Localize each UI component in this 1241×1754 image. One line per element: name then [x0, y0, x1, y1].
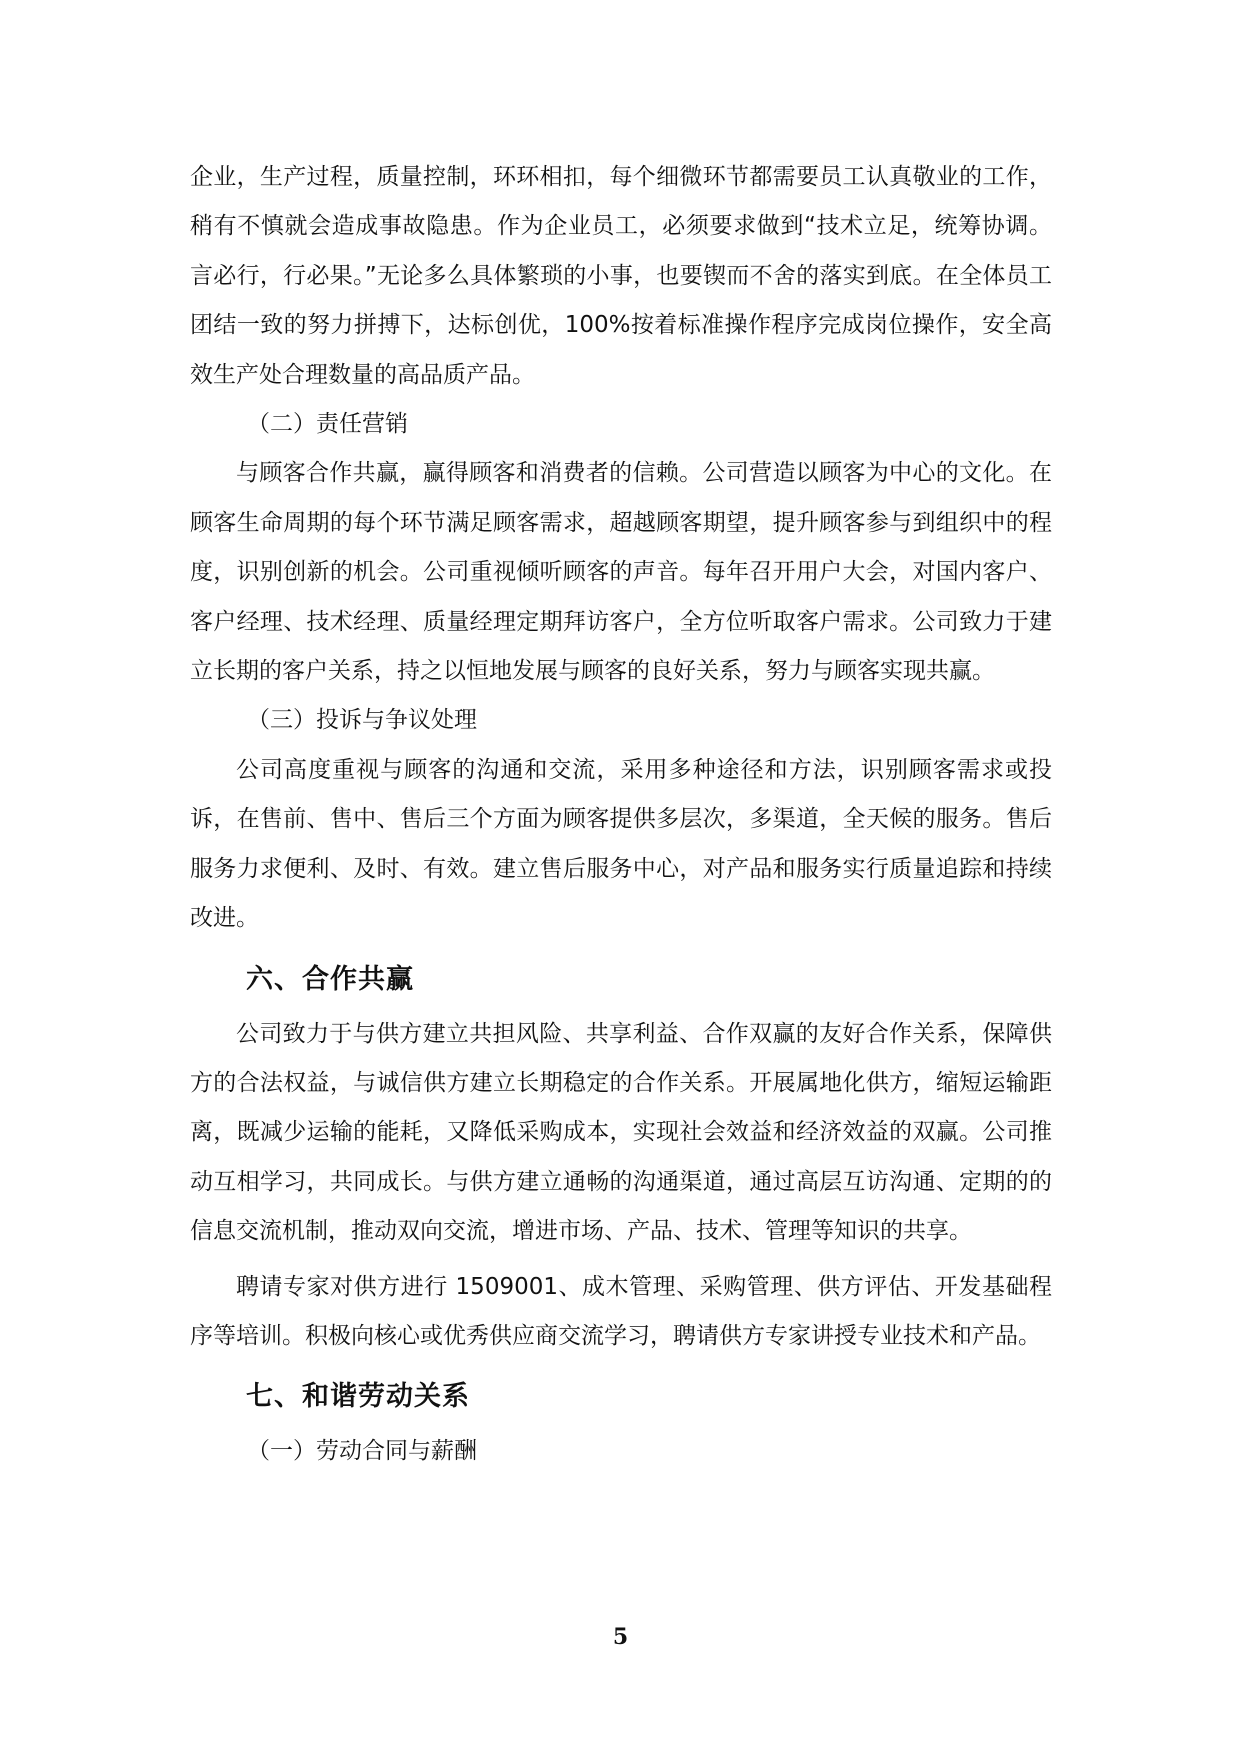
paragraph-supplier-partnership: 公司致力于与供方建立共担风险、共享利益、合作双赢的友好合作关系，保障供方的合法权益，与诚信供方建立长期稳定的合作关系。开展属地化供方，缩短运输距离，既减少运输的能耗，又降低采购成本，实现社会效益和经济效益的双赢。公司推动互相学习，共同成长。与供方建立通畅的沟通渠道，通过高层互访沟通、定期的的信息交流机制，推动双向交流，增进市场、产品、技术、管理等知识的共享。	[190, 1020, 1052, 1245]
paragraph-production-quality: 企业，生产过程，质量控制，环环相扣，每个细微环节都需要员工认真敬业的工作，稍有不慎就会造成事故隐患。作为企业员工，必须要求做到“技术立足，统筹协调。言必行，行必果。”无论多么具体繁琐的小事，也要锲而不舍的落实到底。在全体员工团结一致的努力拼搏下，达标创优，100%按着标准操作程序完成岗位操作，安全高效生产处合理数量的高品质产品。	[190, 164, 1052, 388]
paragraph-supplier-training: 聘请专家对供方进行 1509001、成木管理、采购管理、供方评估、开发基础程序等培训。积极向核心或优秀供应商交流学习，聘请供方专家讲授专业技术和产品。	[190, 1273, 1052, 1349]
subheading-labor-contract: （一）劳动合同与薪酬	[247, 1438, 477, 1465]
section-heading-cooperation: 六、合作共赢	[246, 963, 414, 995]
paragraph-customer-communication: 公司高度重视与顾客的沟通和交流，采用多种途径和方法，识别顾客需求或投诉，在售前、售中、售后三个方面为顾客提供多层次，多渠道，全天候的服务。售后服务力求便利、及时、有效。建立售后服务中心，对产品和服务实行质量追踪和持续改进。	[190, 756, 1052, 932]
subheading-complaint-handling: （三）投诉与争议处理	[247, 707, 477, 734]
document-body	[190, 153, 1052, 1477]
page-number: 5	[612, 1624, 629, 1650]
paragraph-customer-win-win: 与顾客合作共赢，赢得顾客和消费者的信赖。公司营造以顾客为中心的文化。在顾客生命周期的每个环节满足顾客需求，超越顾客期望，提升顾客参与到组织中的程度，识别创新的机会。公司重视倾听顾客的声音。每年召开用户大会，对国内客户、客户经理、技术经理、质量经理定期拜访客户，全方位听取客户需求。公司致力于建立长期的客户关系，持之以恒地发展与顾客的良好关系，努力与顾客实现共赢。	[190, 460, 1052, 685]
subheading-responsible-marketing: （二）责任营销	[247, 411, 408, 438]
section-heading-labor-relations: 七、和谐劳动关系	[246, 1381, 470, 1413]
